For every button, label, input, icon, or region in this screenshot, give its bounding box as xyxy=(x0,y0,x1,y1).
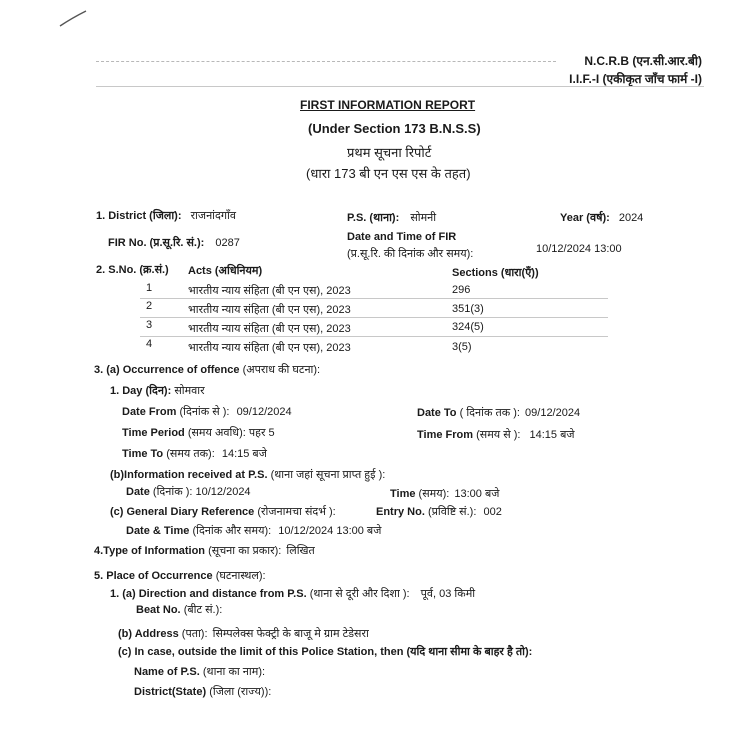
time-from-label-hindi: (समय से ): xyxy=(476,429,521,441)
act-row-act: भारतीय न्याय संहिता (बी एन एस), 2023 xyxy=(188,342,351,354)
act-row-act: भारतीय न्याय संहिता (बी एन एस), 2023 xyxy=(188,285,351,297)
time-period-value: पहर 5 xyxy=(248,427,275,439)
gd-label-hindi: (रोजनामचा संदर्भ ): xyxy=(257,506,336,518)
direction-label-hindi: (थाना से दूरी और दिशा ): xyxy=(309,588,410,600)
direction-row xyxy=(110,586,475,601)
time-period-label-hindi: (समय अवधि): xyxy=(187,427,246,439)
act-row-section: 3(5) xyxy=(452,341,472,353)
time-from-value: 14:15 बजे xyxy=(529,429,575,441)
outside-limit-row xyxy=(118,644,532,659)
report-subtitle-hindi: (धारा 173 बी एन एस एस के तहत) xyxy=(306,166,471,181)
date-to-label-hindi: ( दिनांक तक ): xyxy=(459,407,520,419)
day-value: सोमवार xyxy=(174,385,205,397)
district-state-row xyxy=(134,684,271,699)
table-row-divider xyxy=(140,336,608,337)
act-row-section: 296 xyxy=(452,284,471,296)
place-heading xyxy=(94,568,266,583)
ps-label: P.S. (थाना): xyxy=(347,212,400,224)
report-title: FIRST INFORMATION REPORT xyxy=(300,98,476,112)
act-row-act: भारतीय न्याय संहिता (बी एन एस), 2023 xyxy=(188,304,351,316)
fir-row xyxy=(108,235,240,250)
ps-name-label: Name of P.S. xyxy=(134,666,200,678)
header-rule xyxy=(96,86,704,87)
fir-datetime-value: 10/12/2024 13:00 xyxy=(536,243,622,255)
info-date-label: Date xyxy=(126,486,150,498)
fir-value: 0287 xyxy=(215,237,240,249)
info-date-label-hindi: (दिनांक ): xyxy=(152,486,193,498)
fir-label: FIR No. (प्र.सू.रि. सं.): xyxy=(108,237,205,249)
district-state-label-hindi: (जिला (राज्य)): xyxy=(209,686,272,698)
day-row xyxy=(110,383,205,398)
act-row-sno: 3 xyxy=(146,319,153,331)
fir-datetime-label-2: (प्र.सू.रि. की दिनांक और समय): xyxy=(347,248,474,260)
acts-header: Acts (अधिनियम) xyxy=(188,265,263,277)
date-to-row xyxy=(417,405,580,420)
gd-datetime-label-hindi: (दिनांक और समय): xyxy=(192,525,272,537)
year-label: Year (वर्ष): xyxy=(560,212,610,224)
act-row-sno: 2 xyxy=(146,300,153,312)
info-date-value: 10/12/2024 xyxy=(195,486,251,498)
report-title-hindi: प्रथम सूचना रिपोर्ट xyxy=(347,145,432,160)
time-period-label: Time Period xyxy=(122,427,185,439)
address-row xyxy=(118,626,369,641)
act-row-sno: 4 xyxy=(146,338,153,350)
info-type-label-hindi: (सूचना का प्रकार): xyxy=(208,545,282,557)
place-label: 5. Place of Occurrence xyxy=(94,570,213,582)
address-label-hindi: (पता): xyxy=(181,628,208,640)
info-time-value: 13:00 बजे xyxy=(454,488,500,500)
ps-row xyxy=(347,210,436,225)
ps-name-label-hindi: (थाना का नाम): xyxy=(202,666,266,678)
date-from-row xyxy=(122,404,292,419)
year-row xyxy=(560,210,643,225)
district-state-label: District(State) xyxy=(134,686,207,698)
gd-row xyxy=(110,504,336,519)
time-to-label-hindi: (समय तक): xyxy=(166,448,215,460)
date-to-value: 09/12/2024 xyxy=(525,407,581,419)
place-label-hindi: (घटनास्थल): xyxy=(215,570,266,582)
time-to-value: 14:15 बजे xyxy=(221,448,267,460)
direction-label: 1. (a) Direction and distance from P.S. xyxy=(110,588,307,600)
date-from-label-hindi: (दिनांक से ): xyxy=(179,406,230,418)
info-type-label: 4.Type of Information xyxy=(94,545,206,557)
beat-label-hindi: (बीट सं.): xyxy=(183,604,223,616)
act-row-section: 324(5) xyxy=(452,321,484,333)
time-period-row xyxy=(122,425,275,440)
time-from-label: Time From xyxy=(417,429,474,441)
act-row-section: 351(3) xyxy=(452,303,484,315)
entry-value: 002 xyxy=(483,506,502,518)
ncrb-header: N.C.R.B (एन.सी.आर.बी) xyxy=(584,54,702,68)
occurrence-label: 3. (a) Occurrence of offence xyxy=(94,364,240,376)
fir-datetime-label-1: Date and Time of FIR xyxy=(347,231,457,243)
act-row-act: भारतीय न्याय संहिता (बी एन एस), 2023 xyxy=(188,323,351,335)
entry-label-hindi: (प्रविष्टि सं.): xyxy=(427,506,477,518)
table-row-divider xyxy=(140,317,608,318)
outside-limit-label-hindi: (यदि थाना सीमा के बाहर है तो): xyxy=(406,646,533,658)
act-row-sno: 1 xyxy=(146,282,153,294)
district-label: 1. District (जिला): xyxy=(96,210,182,222)
header-divider xyxy=(96,61,556,62)
info-time-row xyxy=(390,486,499,501)
time-from-row xyxy=(417,427,575,442)
info-type-row xyxy=(94,543,315,558)
district-value: राजनांदगाँव xyxy=(190,210,237,222)
gd-label: (c) General Diary Reference xyxy=(110,506,255,518)
iif-header: I.I.F.-I (एकीकृत जाँच फार्म -I) xyxy=(569,72,702,86)
ps-value: सोमनी xyxy=(410,212,437,224)
address-value: सिम्पलेक्स फेक्ट्री के बाजू मे ग्राम टेडेसरा xyxy=(212,628,369,640)
info-received-label: (b)Information received at P.S. xyxy=(110,469,268,481)
table-row-divider xyxy=(140,298,608,299)
address-label: (b) Address xyxy=(118,628,179,640)
date-to-label: Date To xyxy=(417,407,457,419)
beat-row xyxy=(136,602,222,617)
date-from-label: Date From xyxy=(122,406,177,418)
ps-name-row xyxy=(134,664,265,679)
day-label: 1. Day (दिन): xyxy=(110,385,172,397)
info-date-row xyxy=(126,484,251,499)
beat-label: Beat No. xyxy=(136,604,181,616)
time-to-label: Time To xyxy=(122,448,164,460)
pen-mark-icon xyxy=(58,8,88,30)
info-time-label: Time xyxy=(390,488,416,500)
date-from-value: 09/12/2024 xyxy=(236,406,292,418)
entry-row xyxy=(376,504,502,519)
sections-header: Sections (धारा(एँ)) xyxy=(452,267,539,279)
outside-limit-label: (c) In case, outside the limit of this Police Station, then xyxy=(118,646,404,658)
info-received-row xyxy=(110,467,385,482)
gd-datetime-value: 10/12/2024 13:00 बजे xyxy=(278,525,382,537)
occurrence-heading xyxy=(94,362,320,377)
time-to-row xyxy=(122,446,267,461)
year-value: 2024 xyxy=(618,212,644,224)
district-row xyxy=(96,208,236,223)
entry-label: Entry No. xyxy=(376,506,425,518)
report-subtitle: (Under Section 173 B.N.S.S) xyxy=(308,121,481,136)
sno-header: 2. S.No. (क्र.सं.) xyxy=(96,264,169,276)
direction-value: पूर्व, 03 किमी xyxy=(420,588,476,600)
gd-datetime-label: Date & Time xyxy=(126,525,190,537)
info-received-label-hindi: (थाना जहां सूचना प्राप्त हुई ): xyxy=(270,469,386,481)
occurrence-label-hindi: (अपराध की घटना): xyxy=(242,364,321,376)
gd-datetime-row xyxy=(126,523,381,538)
info-type-value: लिखित xyxy=(286,545,315,557)
info-time-label-hindi: (समय): xyxy=(418,488,450,500)
